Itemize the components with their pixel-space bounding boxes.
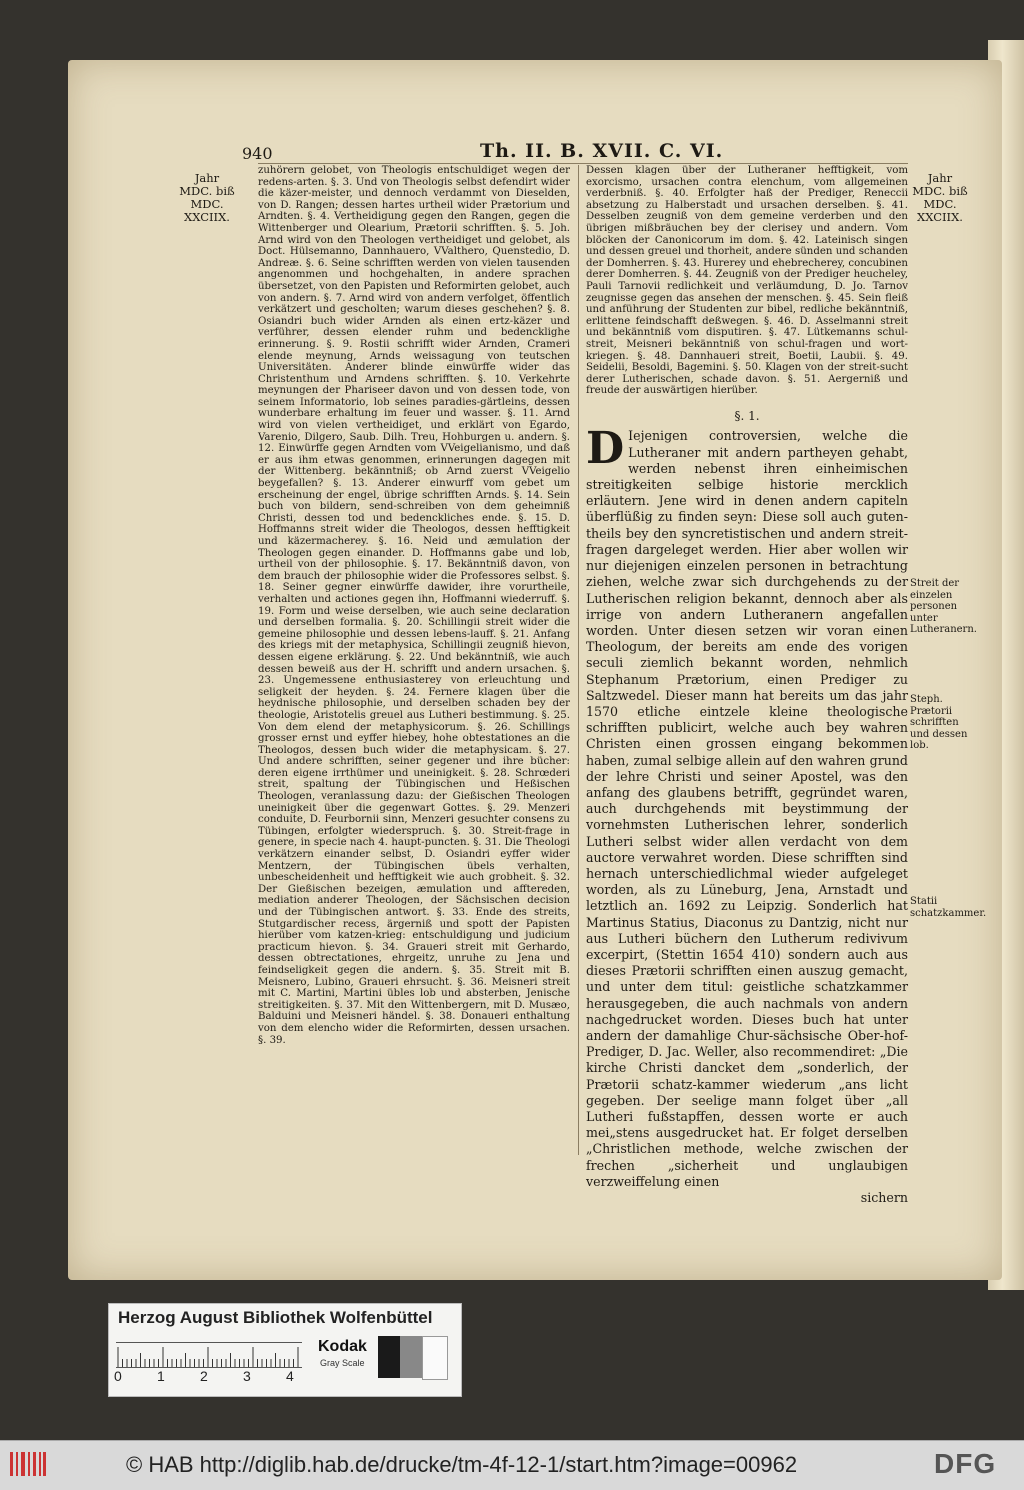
summary-text-left: zuhörern gelobet, von Theologis entschuldiget wegen der redens-arten. §. 3. Und von Theologis selbst defendirt wider die käzer-meister, und dennoch verdammt von Dieselden, von D. Rangen; dessen hartes urtheil wider Prætorium und Arndten. §. 4. Vertheidigung gegen den Rangen, gegen die Wittenberger und Olearium, Prætorii schrifften. §. 5. Joh. Arnd wird von den Theologen vertheidiget und gelobet, als Doct. Hülsemanno, Dannhauero, VValthero, Quenstedio, D. Andreæ. §. 6. Seine schrifften werden von vielen tausenden angenommen und hochgehalten, in andere sprachen übersetzet, von den Papisten und Reformirten gelobet, auch von andern. §. 7. Arnd wird von andern verfolget, öffentlich verkätzert und gescholten; warum dieses geschehen? §. 8. Osiandri buch wider Arnden als einen ertz-käzer und verführer, dessen elender ruhm und bedencklighe erinnerung. §. 9. Rostii schrifft wider Arnden, Crameri elende meynung, Arnds weissagung von teutschen Universitäten. Anderer blinde einwürffe wider das Christenthum und Arndens schrifften. §. 10. Verkehrte meynungen der Phariseer davon und von dessen tode, von seinem Informatorio, lob seines paradies-gärtleins, dessen wunderbare erhaltung im feuer und wasser. §. 11. Arnd wird von vielen vertheidiget, und erklärt von Egardo, Varenio, Dilgero, Saub. Dilh. Treu, Hohburgen u. andern. §. 12. Einwürffe gegen Arndten vom VVeigelianismo, und daß er aus ihm etwas genommen, erinnerungen dagegen mit der Wittenberg. bekänntniß; ob Arnd zuerst VVeigelio beygefallen? §. 13. Anderer einwurff vom gebet um erscheinung der engel, übrige schrifften Arnds. §. 14. Sein buch von bildern, send-schreiben von dem geheimniß Christi, dessen tod und bedenckliches ende. §. 15. D. Hoffmanns streit wider die Theologos, dessen hefftigkeit und käzermacherey. §. 16. Neid und æmulation der Theologen gegen einander. D. Hoffmanns gabe und lob, urtheil von der philosophie. §. 17. Bekänntniß davon, von dem brauch der philosophie wider die Professores selbst. §. 18. Seiner gegner einwürffe dawider, ihre vorurtheile, verhalten und actiones gegen ihn, Hoffmanni wiederruff. §. 19. Form und weise derselben, wie auch seine declaration und derselben formalia. §. 20. Schillingii streit wider die gemeine philosophie und dessen lebens-lauff. §. 21. Anfang des kriegs mit der metaphysica, Schillingii zeugniß hievon, dessen eigene erklärung. §. 22. Und bekänntniß, wie auch dessen beweiß aus der H. schrifft und andern ursachen. §. 23. Ungemessene enthusiasterey von erleuchtung und seligkeit der heyden. §. 24. Fernere klagen über die heydnische philosophie, und derselben schaden bey der theologie, Aristotelis greuel aus Lutheri bestimmung. §. 25. Von dem elend der metaphysicorum. §. 26. Schillings grosser ernst und eyffer hiebey, hohe obtestationes an die Theologos, dessen buch wider die metaphysicam. §. 27. Und andere schrifften, seiner gegener und ihre bücher: deren eigene irrthümer und uneinigkeit. §. 28. Schrœderi streit, spaltung der Tübingischen und Heßischen Theologen, veranlassung dazu: der Gießischen Theologen uneinigkeit über die gegenwart Gottes. §. 29. Menzeri conduite, D. Feurbornii sinn, Menzeri gesuchter consens zu Tübingen, erfolgter wiederspruch. §. 30. Streit-frage in genere, in specie nach 4. haupt-puncten. §. 31. Die Theologi verkätzern einander selbst, D. Osiandri eyffer wider Mentzern, der Tübingischen übels verhalten, unbescheidenheit und hefftigkeit wie auch grobheit. §. 32. Der Gießischen bezeigen, æmulation und afftereden, mediation anderer Theologen, der Sächsischen decision und der Tübingischen antwort. §. 33. Ende des streits, Stutgardischer recess, ärgerniß und spott der Papisten hierüber vom katzen-krieg: entschuldigung und judicium practicum hievon. §. 34. Graueri streit mit Gerhardo, dessen obtrectationes, ehrgeitz, unruhe zu Jena und feindseligkeit gegen die andern. §. 35. Streit mit B. Meisnero, Lubino, Graueri ehrsucht. §. 36. Meisneri streit mit C. Martini, Martini übles lob und absterben, Jenische streitigkeiten. §. 37. Mit den Wittenbergern, mit D. Musæo, Balduini und Meisneri händel. §. 38. Donaueri enthaltung von dem elencho wider die Reformirten, dessen ursachen. §. 39. [258, 165, 570, 1046]
drop-capital: D [586, 423, 625, 475]
kodak-brand: Kodak [318, 1338, 367, 1355]
dfg-logo: DFG [934, 1448, 997, 1479]
swatch-gray [400, 1336, 422, 1378]
color-card-title: Herzog August Bibliothek Wolfenbüttel [118, 1308, 433, 1327]
catchword: sichern [860, 1190, 908, 1206]
header-rule [258, 163, 908, 164]
column-divider [578, 165, 579, 1155]
side-note-praetorius: Steph. Prætorii schrifften und dessen lob. [910, 694, 968, 751]
page-number: 940 [242, 144, 273, 163]
copyright-link[interactable]: © HAB http://diglib.hab.de/drucke/tm-4f-12-1/start.htm?image=00962 [126, 1452, 798, 1477]
gray-scale-label: Gray Scale [320, 1358, 365, 1368]
column-right [586, 165, 908, 1204]
summary-text-right: Dessen klagen über der Lutheraner hefftigkeit, vom exorcismo, ursachen contra elenchum, vom allgemeinen verderbniß. §. 40. Erfolgter haß der Prediger, Reneccii absetzung zu Halberstadt und ursachen derselben. §. 41. Desselben zeugniß von dem gemeine verderben und den übrigen mißbräuchen bey der clerisey und andern. Vom blöcken der Canonicorum im dom. §. 42. Lateinisch singen und dessen greuel und thorheit, andere sünden und schanden der Domherren. §. 43. Hurerey und ehebrecherey, concubinen derer Domherren. §. 44. Zeugniß von der Prediger heucheley, Pauli Tarnovii redlichkeit und verläumdung, D. Jo. Tarnov zeugnisse gegen das ansehen der menschen. §. 45. Sein fleiß und anführung der Studenten zur bibel, redliche bekänntniß, erlittene feindschafft deßwegen. §. 46. D. Asselmanni streit und bekänntniß vom disputiren. §. 47. Lütkemanns schul-streit, Meisneri bekänntniß von schul-fragen und wort-kriegen. §. 48. Dannhaueri streit, Boetii, Laubii. §. 49. Seidelii, Besoldi, Bagemini. §. 50. Klagen von der streit-sucht derer Lutherischen, schade davon. §. 51. Aergerniß und freude der auswärtigen hierüber. [586, 165, 908, 397]
body-text: Iejenigen controversien, welche die Lutheraner mit andern partheyen gehabt, werden nebenst ihren einheimischen streitigkeiten selbige historie mercklich erläutern. Jene wird in denen andern capiteln überflüßig zu finden seyn: Diese soll auch guten-theils bey den syncretistischen und andern streit-fragen dargeleget werden. Hier aber wollen wir nur diejenigen einzelen personen in betrachtung ziehen, welche zwar sich durchgehends zu der Lutherischen religion bekannt, dennoch aber als irrige von andern Lutheranern angefallen worden. Unter diesen setzen wir voran einen Theologum, der bereits am ende des vorigen seculi ziemlich bekannt worden, nehmlich Stephanum Prætorium, einen Prediger zu Saltzwedel. Dieser mann hat bereits um das jahr 1570 etliche eintzele kleine theologische schrifften publicirt, welche auch bey wahren Christen einen grossen eingang bekommen haben, zumal selbige allein auf den wahren grund der lehre Christi und seiner Apostel, was den anfang des glaubens betrifft, gegründet waren, auch durchgehends mit beystimmung der vornehmsten Lutherischen lehrer, sonderlich Lutheri selbst wider allen verdacht von dem auctore verwahret worden. Diese schrifften sind hernach unterschiedlichmal wieder aufgeleget worden, als zu Lüneburg, Jena, Arnstadt und letztlich an. 1692 zu Leipzig. Sonderlich hat Martinus Statius, Diaconus zu Dantzig, nicht nur aus Lutheri büchern den Lutherum redivivum excerpirt, (Stettin 1654 410) sondern auch aus dieses Prætorii schrifften einen auszug gemacht, und unter dem titul: geistliche schatzkammer herausgegeben, die auch nachmals von andern nachgedrucket worden. Dieses buch hat unter andern der damahlige Chur-sächsische Ober-hof-Prediger, D. Jac. Weller, also recommendiret: „Die kirche Christi dancket dem „sonderlich, der Prætorii schatz-kammer wiederum „ans licht gegeben. Der seelige mann folget über „all Lutheri fußstapffen, dessen worte er auch mei„stens ausgedrucket hat. Er folget derselben „Christlichen methode, welche zwischen der frechen „sicherheit und unglaubigen verzweiffelung einen [586, 428, 908, 1189]
margin-years-left: Jahr MDC. biß MDC. XXCIIX. [179, 171, 235, 224]
swatch-white [422, 1336, 448, 1380]
side-note-streit: Streit der einzelen personen unter Lutheranern. [910, 578, 977, 635]
body-paragraph [586, 423, 908, 1190]
barcode-icon [8, 1448, 48, 1480]
section-mark: §. 1. [734, 408, 760, 423]
ruler-ticks [116, 1343, 302, 1367]
running-head: Th. II. B. XVII. C. VI. [480, 140, 724, 162]
margin-years-right: Jahr MDC. biß MDC. XXCIIX. [912, 171, 968, 224]
ruler-scale [116, 1342, 302, 1368]
swatch-black [378, 1336, 400, 1378]
side-note-statius: Statii schatzkammer. [910, 896, 987, 919]
summary-column-left [258, 165, 570, 1046]
